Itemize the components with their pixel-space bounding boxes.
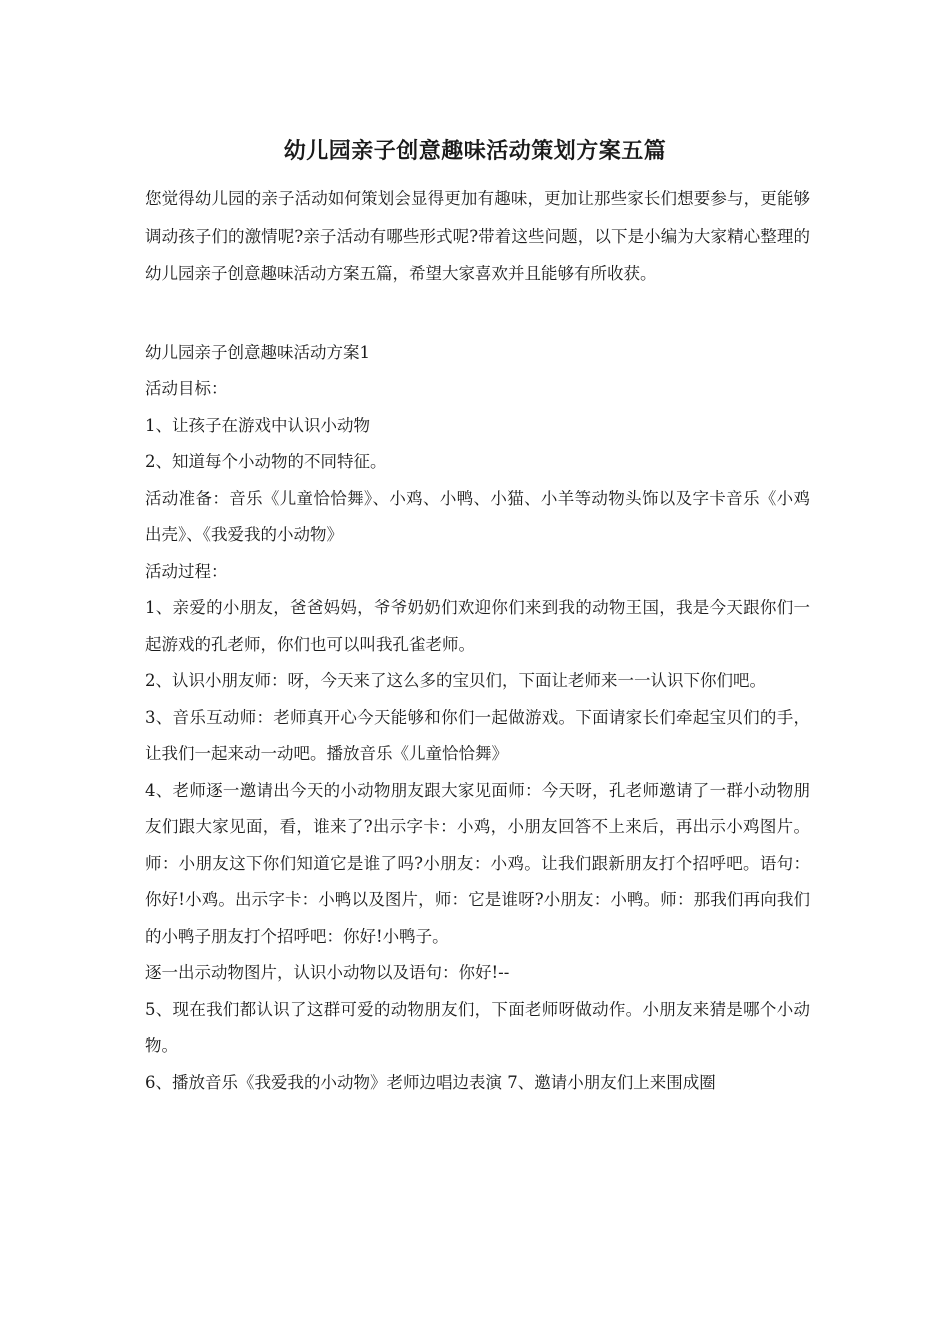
process-step-4: 4、老师逐一邀请出今天的小动物朋友跟大家见面师：今天呀，孔老师邀请了一群小动物朋友们跟大家见面，看，谁来了?出示字卡：小鸡，小朋友回答不上来后，再出示小鸡图片。师：小朋友这下你们知道它是谁了吗?小朋友：小鸡。让我们跟新朋友打个招呼吧。语句：你好!小鸡。出示字卡：小鸭以及图片，师：它是谁呀?小朋友：小鸭。师：那我们再向我们的小鸭子朋友打个招呼吧：你好!小鸭子。	[145, 780, 810, 946]
paragraph-spacer	[145, 293, 810, 335]
document-title: 幼儿园亲子创意趣味活动策划方案五篇	[283, 138, 667, 164]
preparation-paragraph: 活动准备：音乐《儿童恰恰舞》、小鸡、小鸭、小猫、小羊等动物头饰以及字卡音乐《小鸡出壳》、《我爱我的小动物》	[145, 488, 810, 544]
document-body	[145, 180, 810, 1101]
intro-paragraph: 您觉得幼儿园的亲子活动如何策划会显得更加有趣味，更加让那些家长们想要参与，更能够调动孩子们的激情呢?亲子活动有哪些形式呢?带着这些问题，以下是小编为大家精心整理的幼儿园亲子创意趣味活动方案五篇，希望大家喜欢并且能够有所收获。	[145, 189, 810, 283]
process-step-2: 2、认识小朋友师：呀，今天来了这么多的宝贝们，下面让老师来一一认识下你们吧。	[145, 671, 766, 690]
process-step-6: 6、播放音乐《我爱我的小动物》老师边唱边表演 7、邀请小朋友们上来围成圈	[145, 1072, 716, 1092]
goal-item-2: 2、知道每个小动物的不同特征。	[145, 452, 387, 471]
process-step-4-continued: 逐一出示动物图片，认识小动物以及语句：你好!--	[145, 963, 510, 982]
goal-item-1: 1、让孩子在游戏中认识小动物	[145, 415, 370, 435]
process-step-1: 1、亲爱的小朋友，爸爸妈妈，爷爷奶奶们欢迎你们来到我的动物王国，我是今天跟你们一起游戏的孔老师，你们也可以叫我孔雀老师。	[145, 598, 810, 654]
goal-heading: 活动目标：	[145, 379, 228, 398]
process-step-5: 5、现在我们都认识了这群可爱的动物朋友们，下面老师呀做动作。小朋友来猜是哪个小动物。	[145, 999, 810, 1055]
process-heading: 活动过程：	[145, 561, 228, 581]
process-step-3: 3、音乐互动师：老师真开心今天能够和你们一起做游戏。下面请家长们牵起宝贝们的手，让我们一起来动一动吧。播放音乐《儿童恰恰舞》	[145, 707, 810, 763]
section-title: 幼儿园亲子创意趣味活动方案1	[145, 342, 370, 362]
